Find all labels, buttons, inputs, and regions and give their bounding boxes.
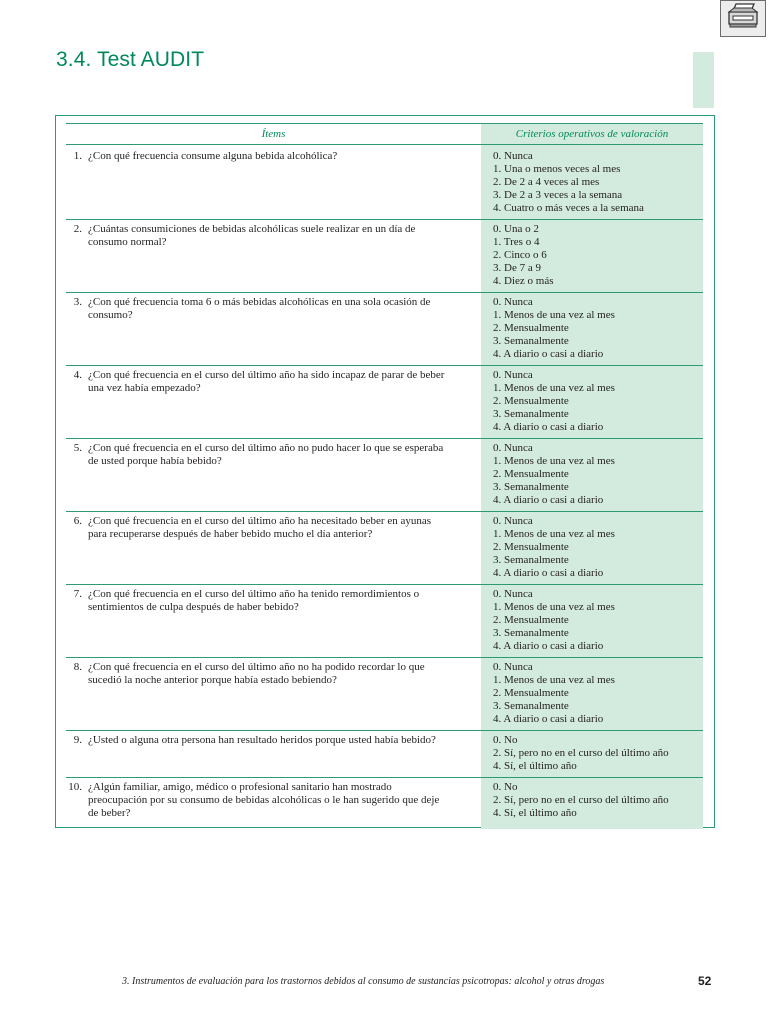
scoring-option: 2. Cinco o 6: [493, 249, 547, 261]
item-question: ¿Con qué frecuencia en el curso del último año no ha podido recordar lo que sucedió la noche anterior porque había estado bebiendo?: [88, 661, 425, 686]
printer-icon: [725, 2, 761, 35]
scoring-option: 2. Mensualmente: [493, 468, 569, 480]
scoring-options: [493, 223, 703, 288]
item-number: 7.: [73, 588, 82, 600]
row-divider: [66, 438, 703, 439]
scoring-option: 0. Nunca: [493, 442, 533, 454]
scoring-option: 3. De 7 a 9: [493, 262, 541, 274]
scoring-option: 2. Mensualmente: [493, 541, 569, 553]
scoring-options: [493, 150, 703, 215]
row-divider: [66, 292, 703, 293]
scoring-option: 4. Sí, el último año: [493, 807, 577, 819]
item-number: 6.: [73, 515, 82, 527]
scoring-option: 3. De 2 a 3 veces a la semana: [493, 189, 623, 201]
scoring-option: 1. Menos de una vez al mes: [493, 528, 615, 540]
row-divider: [66, 365, 703, 366]
scoring-option: 0. Nunca: [493, 369, 533, 381]
scoring-option: 2. Sí, pero no en el curso del último año: [493, 747, 669, 759]
scoring-option: 0. Nunca: [493, 588, 533, 600]
row-divider: [66, 657, 703, 658]
scoring-option: 4. A diario o casi a diario: [493, 640, 604, 652]
item-question: ¿Con qué frecuencia en el curso del último año ha necesitado beber en ayunas para recuperarse después de haber bebido mucho el día anterior?: [88, 515, 431, 540]
item-question: ¿Cuántas consumiciones de bebidas alcohólicas suele realizar en un día de consumo normal?: [88, 223, 416, 248]
scoring-options: [493, 442, 703, 507]
scoring-option: 1. Menos de una vez al mes: [493, 309, 615, 321]
item-question: ¿Con qué frecuencia en el curso del último año no pudo hacer lo que se esperaba de usted porque había bebido?: [88, 442, 444, 467]
scoring-option: 3. Semanalmente: [493, 408, 569, 420]
section-title: 3.4. Test AUDIT: [56, 48, 205, 71]
scoring-options: [493, 734, 703, 773]
scoring-option: 1. Menos de una vez al mes: [493, 674, 615, 686]
scoring-option: 0. Nunca: [493, 296, 533, 308]
scoring-option: 1. Menos de una vez al mes: [493, 601, 615, 613]
scoring-option: 3. Semanalmente: [493, 335, 569, 347]
scoring-option: 3. Semanalmente: [493, 700, 569, 712]
item-question: ¿Algún familiar, amigo, médico o profesional sanitario han mostrado preocupación por su consumo de bebidas alcohólicas o le han sugerido que deje de beber?: [88, 781, 440, 819]
scoring-option: 1. Una o menos veces al mes: [493, 163, 621, 175]
scoring-options: [493, 588, 703, 653]
print-button[interactable]: [720, 0, 766, 37]
scoring-option: 4. A diario o casi a diario: [493, 713, 604, 725]
page-number: 52: [698, 974, 712, 988]
row-divider: [66, 777, 703, 778]
scoring-option: 4. A diario o casi a diario: [493, 421, 604, 433]
scoring-option: 2. Mensualmente: [493, 687, 569, 699]
column-header-criteria: Criterios operativos de valoración: [515, 128, 669, 140]
scoring-option: 0. Una o 2: [493, 223, 539, 235]
scoring-options: [493, 515, 703, 580]
item-number: 5.: [73, 442, 82, 454]
scoring-options: [493, 296, 703, 361]
scoring-option: 3. Semanalmente: [493, 627, 569, 639]
scoring-option: 4. Cuatro o más veces a la semana: [493, 202, 644, 214]
scoring-option: 2. Mensualmente: [493, 395, 569, 407]
row-divider: [66, 730, 703, 731]
scoring-option: 4. Sí, el último año: [493, 760, 577, 772]
footer-chapter-title: 3. Instrumentos de evaluación para los trastornos debidos al consumo de sustancias psicotropas: alcohol y otras drogas: [122, 976, 605, 987]
item-number: 1.: [73, 150, 82, 162]
scoring-option: 3. Semanalmente: [493, 481, 569, 493]
scoring-option: 2. Mensualmente: [493, 322, 569, 334]
scoring-option: 4. Diez o más: [493, 275, 554, 287]
scoring-options: [493, 369, 703, 434]
scoring-option: 4. A diario o casi a diario: [493, 567, 604, 579]
column-header-items: Ítems: [261, 128, 286, 140]
item-question: ¿Usted o alguna otra persona han resultado heridos porque usted había bebido?: [88, 734, 436, 746]
scoring-option: 4. A diario o casi a diario: [493, 494, 604, 506]
scoring-option: 1. Menos de una vez al mes: [493, 382, 615, 394]
item-number: 9.: [73, 734, 82, 746]
section-tab-marker: [693, 52, 714, 108]
scoring-option: 4. A diario o casi a diario: [493, 348, 604, 360]
item-number: 8.: [73, 661, 82, 673]
scoring-option: 3. Semanalmente: [493, 554, 569, 566]
item-number: 10.: [68, 781, 82, 793]
item-number: 2.: [73, 223, 82, 235]
item-number: 3.: [73, 296, 82, 308]
scoring-option: 0. No: [493, 734, 518, 746]
scoring-options: [493, 781, 703, 820]
scoring-option: 1. Menos de una vez al mes: [493, 455, 615, 467]
scoring-option: 2. De 2 a 4 veces al mes: [493, 176, 600, 188]
header-bottom-rule: [66, 144, 703, 145]
scoring-option: 0. Nunca: [493, 150, 533, 162]
scoring-option: 0. Nunca: [493, 661, 533, 673]
scoring-options: [493, 661, 703, 726]
item-question: ¿Con qué frecuencia consume alguna bebida alcohólica?: [88, 150, 338, 162]
scoring-option: 1. Tres o 4: [493, 236, 540, 248]
scoring-option: 2. Sí, pero no en el curso del último año: [493, 794, 669, 806]
item-question: ¿Con qué frecuencia en el curso del último año ha tenido remordimientos o sentimientos de culpa después de haber bebido?: [88, 588, 420, 613]
row-divider: [66, 584, 703, 585]
scoring-option: 0. Nunca: [493, 515, 533, 527]
row-divider: [66, 219, 703, 220]
item-question: ¿Con qué frecuencia toma 6 o más bebidas alcohólicas en una sola ocasión de consumo?: [88, 296, 431, 321]
item-number: 4.: [73, 369, 82, 381]
row-divider: [66, 511, 703, 512]
item-question: ¿Con qué frecuencia en el curso del último año ha sido incapaz de parar de beber una vez había empezado?: [88, 369, 445, 394]
scoring-option: 0. No: [493, 781, 518, 793]
scoring-option: 2. Mensualmente: [493, 614, 569, 626]
